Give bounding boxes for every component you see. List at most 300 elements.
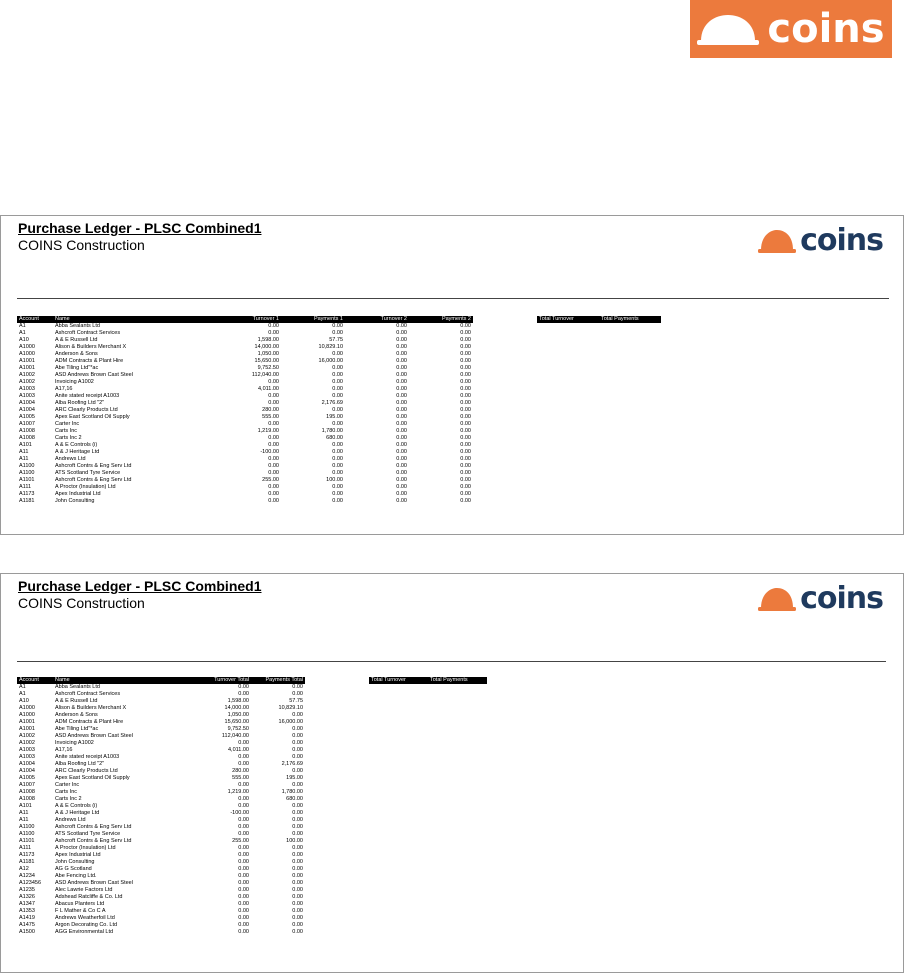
table-row (17, 442, 661, 449)
table-cell: 0.00 (332, 498, 343, 504)
table-cell-empty (473, 414, 537, 421)
col-spacer (305, 677, 369, 684)
table-row (17, 337, 661, 344)
table-cell-empty (428, 782, 487, 789)
table-row (17, 351, 661, 358)
table-cell: Abe Tiling Ltd"*ac (55, 365, 99, 371)
col-header: Total Turnover (369, 677, 428, 684)
table-cell: 0.00 (292, 740, 303, 746)
table-cell-empty (599, 344, 661, 351)
table-cell-empty (305, 838, 369, 845)
table-cell-empty (473, 470, 537, 477)
table-cell-empty (305, 747, 369, 754)
table-cell-empty (599, 372, 661, 379)
table-cell-empty (428, 845, 487, 852)
table-cell: 0.00 (238, 866, 249, 872)
table-cell: 680.00 (326, 435, 343, 441)
table-cell-empty (599, 386, 661, 393)
table-row (17, 915, 487, 922)
table-cell: A101 (19, 803, 32, 809)
table-cell: 195.00 (326, 414, 343, 420)
table-cell: A1002 (19, 740, 35, 746)
table-cell-empty (599, 421, 661, 428)
hard-hat-icon (758, 586, 796, 612)
table-cell: 16,000.00 (278, 719, 303, 725)
table-row (17, 775, 487, 782)
table-row (17, 845, 487, 852)
col-header: Turnover Total (202, 677, 251, 684)
table-cell-empty (428, 768, 487, 775)
table-cell: 112,040.00 (251, 372, 279, 378)
table-cell-empty (305, 859, 369, 866)
table-cell: 0.00 (292, 747, 303, 753)
table-cell: Alison & Builders Merchant X (55, 344, 127, 350)
table-cell-empty (428, 754, 487, 761)
report-table (17, 316, 661, 505)
table-cell: 0.00 (238, 824, 249, 830)
table-cell: 0.00 (292, 929, 303, 935)
table-row (17, 449, 661, 456)
col-header: Total Payments (428, 677, 487, 684)
table-cell-empty (369, 873, 428, 880)
table-cell: A1173 (19, 852, 35, 858)
table-cell: 555.00 (232, 775, 249, 781)
table-cell-empty (428, 698, 487, 705)
table-cell-empty (473, 484, 537, 491)
table-cell: A1 (19, 691, 26, 697)
table-cell: 0.00 (292, 887, 303, 893)
table-cell-empty (473, 442, 537, 449)
table-cell: 0.00 (460, 498, 471, 504)
table-cell: Apex East Scotland Oil Supply (55, 775, 130, 781)
table-cell-empty (537, 365, 599, 372)
table-row (17, 379, 661, 386)
table-cell-empty (305, 866, 369, 873)
table-cell-empty (369, 908, 428, 915)
table-cell: 0.00 (292, 880, 303, 886)
table-cell: 0.00 (396, 344, 407, 350)
table-cell: A17,16 (55, 386, 73, 392)
table-cell-empty (369, 922, 428, 929)
table-cell: A & E Russell Ltd (55, 337, 98, 343)
table-cell-empty (473, 421, 537, 428)
table-cell-empty (599, 407, 661, 414)
table-cell-empty (599, 330, 661, 337)
table-cell: A101 (19, 442, 32, 448)
table-cell: 0.00 (460, 330, 471, 336)
table-cell: 255.00 (262, 477, 279, 483)
table-cell: 0.00 (238, 754, 249, 760)
table-cell: Anite stated receipt A1003 (55, 393, 120, 399)
table-cell: Ashcroft Contrs & Eng Serv Ltd (55, 463, 132, 469)
table-cell-empty (537, 421, 599, 428)
table-cell: A1000 (19, 351, 35, 357)
table-cell-empty (369, 782, 428, 789)
table-cell: A111 (19, 845, 32, 851)
table-row (17, 747, 487, 754)
table-cell: Apex Industrial Ltd (55, 852, 101, 858)
table-cell: 0.00 (396, 456, 407, 462)
hard-hat-icon (697, 11, 759, 47)
table-cell: 0.00 (460, 421, 471, 427)
table-cell: 0.00 (268, 330, 279, 336)
table-cell-empty (428, 747, 487, 754)
table-cell: 0.00 (460, 393, 471, 399)
table-cell: A1000 (19, 344, 35, 350)
table-cell: 680.00 (286, 796, 303, 802)
table-cell: 0.00 (460, 456, 471, 462)
table-cell: 195.00 (286, 775, 303, 781)
table-cell: 0.00 (396, 393, 407, 399)
table-cell-empty (305, 845, 369, 852)
table-row (17, 463, 661, 470)
table-row (17, 908, 487, 915)
table-cell: 2,176.69 (281, 761, 303, 767)
table-row (17, 894, 487, 901)
table-cell-empty (305, 740, 369, 747)
table-cell-empty (369, 740, 428, 747)
table-cell: 2,176.69 (321, 400, 343, 406)
table-cell: 0.00 (238, 782, 249, 788)
coins-logo-text: coins (800, 223, 883, 258)
table-cell-empty (537, 344, 599, 351)
table-cell: Adshead Ratcliffe & Co. Ltd (55, 894, 123, 900)
table-cell-empty (369, 733, 428, 740)
table-row (17, 691, 487, 698)
table-cell-empty (473, 372, 537, 379)
table-cell: 0.00 (396, 407, 407, 413)
table-cell: A11 (19, 456, 29, 462)
table-cell-empty (428, 901, 487, 908)
table-cell: A1008 (19, 435, 35, 441)
table-cell-empty (599, 428, 661, 435)
table-cell-empty (473, 407, 537, 414)
table-cell: A1004 (19, 400, 35, 406)
table-cell: 0.00 (238, 761, 249, 767)
table-cell: A1234 (19, 873, 35, 879)
table-cell-empty (473, 379, 537, 386)
table-cell: ASD Andrews Brown Cast Steel (55, 733, 133, 739)
table-cell: 0.00 (238, 796, 249, 802)
table-cell: 0.00 (460, 379, 471, 385)
table-cell: 0.00 (292, 754, 303, 760)
table-cell: A Proctor (Insulation) Ltd (55, 845, 116, 851)
table-cell: -100.00 (260, 449, 279, 455)
table-cell-empty (428, 705, 487, 712)
table-cell: 0.00 (332, 449, 343, 455)
table-cell-empty (428, 803, 487, 810)
table-cell: 0.00 (396, 491, 407, 497)
col-header: Name (53, 677, 202, 684)
table-cell-empty (599, 435, 661, 442)
table-cell: 0.00 (396, 414, 407, 420)
table-cell-empty (599, 358, 661, 365)
table-cell: 0.00 (238, 880, 249, 886)
report-title: Purchase Ledger - PLSC Combined1 (18, 578, 262, 594)
table-cell: A1181 (19, 859, 35, 865)
table-cell: 0.00 (332, 330, 343, 336)
table-cell: Carts Inc (55, 789, 78, 795)
table-cell: Ashcroft Contract Services (55, 330, 121, 336)
table-row (17, 782, 487, 789)
table-cell: 0.00 (268, 463, 279, 469)
col-spacer (473, 316, 537, 323)
table-cell: AGG Environmental Ltd (55, 929, 114, 935)
table-cell-empty (305, 824, 369, 831)
table-cell: A10 (19, 698, 29, 704)
table-cell: A1347 (19, 901, 35, 907)
table-cell-empty (369, 789, 428, 796)
table-cell-empty (537, 463, 599, 470)
table-cell: 0.00 (238, 887, 249, 893)
table-cell-empty (369, 768, 428, 775)
table-cell: A Proctor (Insulation) Ltd (55, 484, 116, 490)
table-cell: 0.00 (396, 372, 407, 378)
table-row (17, 414, 661, 421)
table-cell: 14,000.00 (224, 705, 249, 711)
table-cell-empty (537, 351, 599, 358)
table-cell: 0.00 (292, 782, 303, 788)
table-cell-empty (428, 810, 487, 817)
table-cell-empty (369, 691, 428, 698)
table-cell-empty (537, 414, 599, 421)
table-cell: Abe Fencing Ltd. (55, 873, 97, 879)
table-cell: 0.00 (332, 463, 343, 469)
table-cell: Andrews Weatherfoil Ltd (55, 915, 115, 921)
table-cell: 0.00 (292, 684, 303, 690)
table-cell: A1100 (19, 824, 35, 830)
table-header-row (17, 677, 487, 684)
table-cell: A1001 (19, 726, 35, 732)
table-cell-empty (305, 929, 369, 936)
table-cell-empty (305, 684, 369, 691)
table-cell: Ashcroft Contract Services (55, 691, 121, 697)
table-cell-empty (369, 866, 428, 873)
table-cell: 1,598.00 (227, 698, 249, 704)
table-cell: 0.00 (332, 386, 343, 392)
table-cell: 0.00 (292, 691, 303, 697)
table-cell: A1004 (19, 407, 35, 413)
table-cell-empty (305, 754, 369, 761)
table-cell-empty (428, 908, 487, 915)
table-row (17, 470, 661, 477)
table-cell-empty (369, 852, 428, 859)
table-cell: A11 (19, 449, 29, 455)
report-page-2 (0, 573, 904, 973)
table-cell: 0.00 (396, 498, 407, 504)
table-cell: 57.75 (289, 698, 303, 704)
table-cell-empty (537, 491, 599, 498)
table-cell: A1100 (19, 470, 35, 476)
table-cell: A & E Russell Ltd (55, 698, 98, 704)
table-cell: Argon Decorating Co. Ltd (55, 922, 118, 928)
table-cell: 0.00 (460, 491, 471, 497)
table-cell: A11 (19, 810, 29, 816)
table-cell-empty (473, 344, 537, 351)
brand-logo-banner (690, 0, 892, 58)
table-cell-empty (369, 775, 428, 782)
table-cell: 0.00 (332, 421, 343, 427)
table-cell-empty (428, 838, 487, 845)
table-cell: 0.00 (460, 337, 471, 343)
table-row (17, 372, 661, 379)
table-cell: 0.00 (460, 484, 471, 490)
table-cell: 280.00 (232, 768, 249, 774)
table-row (17, 789, 487, 796)
table-cell: 1,050.00 (257, 351, 279, 357)
table-cell-empty (599, 463, 661, 470)
table-row (17, 817, 487, 824)
table-cell: 0.00 (332, 442, 343, 448)
table-cell: 0.00 (268, 393, 279, 399)
table-cell-empty (599, 414, 661, 421)
table-cell-empty (599, 379, 661, 386)
table-cell: 0.00 (396, 449, 407, 455)
table-cell: 112,040.00 (221, 733, 249, 739)
table-row (17, 344, 661, 351)
table-cell-empty (537, 484, 599, 491)
table-cell-empty (428, 726, 487, 733)
table-cell-empty (305, 768, 369, 775)
table-cell: 0.00 (396, 386, 407, 392)
table-cell-empty (473, 358, 537, 365)
table-cell-empty (428, 915, 487, 922)
table-cell: Alba Roofing Ltd "2" (55, 761, 105, 767)
report-subtitle: COINS Construction (18, 237, 145, 253)
col-header: Payments 1 (281, 316, 345, 323)
table-cell: A1002 (19, 379, 35, 385)
table-cell: 57.75 (329, 337, 343, 343)
table-cell-empty (428, 852, 487, 859)
table-cell: A1101 (19, 838, 35, 844)
table-cell-empty (473, 463, 537, 470)
table-cell-empty (305, 691, 369, 698)
table-cell: 0.00 (396, 470, 407, 476)
table-cell-empty (305, 789, 369, 796)
table-cell-empty (305, 796, 369, 803)
table-row (17, 491, 661, 498)
table-cell: 0.00 (238, 915, 249, 921)
table-cell-empty (599, 351, 661, 358)
table-row (17, 740, 487, 747)
table-cell: A1 (19, 323, 26, 329)
table-cell-empty (369, 796, 428, 803)
table-cell: 0.00 (268, 442, 279, 448)
table-cell-empty (369, 817, 428, 824)
table-cell-empty (537, 456, 599, 463)
table-cell-empty (305, 733, 369, 740)
table-cell: Abba Sealants Ltd (55, 684, 100, 690)
table-cell: A1008 (19, 796, 35, 802)
table-cell-empty (369, 719, 428, 726)
table-cell: 0.00 (396, 351, 407, 357)
table-cell-empty (369, 824, 428, 831)
table-cell: A1001 (19, 719, 35, 725)
divider (17, 298, 889, 299)
table-cell-empty (473, 491, 537, 498)
table-row (17, 456, 661, 463)
table-cell: 0.00 (396, 435, 407, 441)
table-cell-empty (369, 929, 428, 936)
table-cell: 0.00 (292, 859, 303, 865)
table-cell-empty (428, 733, 487, 740)
col-header: Turnover 1 (217, 316, 281, 323)
col-header: Total Turnover (537, 316, 599, 323)
table-cell: A1001 (19, 358, 35, 364)
col-header: Payments Total (251, 677, 305, 684)
col-header: Account (17, 316, 53, 323)
table-cell-empty (369, 894, 428, 901)
table-cell-empty (428, 796, 487, 803)
table-cell: 0.00 (238, 852, 249, 858)
table-row (17, 803, 487, 810)
table-cell-empty (428, 866, 487, 873)
col-header: Name (53, 316, 217, 323)
table-cell: 1,598.00 (257, 337, 279, 343)
table-cell-empty (305, 915, 369, 922)
table-cell: 0.00 (238, 817, 249, 823)
table-cell: 100.00 (286, 838, 303, 844)
table-cell: 0.00 (332, 351, 343, 357)
table-cell: 0.00 (460, 372, 471, 378)
table-cell-empty (537, 379, 599, 386)
table-row (17, 831, 487, 838)
table-cell: ARC Clearly Products Ltd (55, 768, 118, 774)
table-cell: A1100 (19, 463, 35, 469)
table-cell: 0.00 (292, 712, 303, 718)
table-cell: 0.00 (332, 491, 343, 497)
table-cell-empty (305, 817, 369, 824)
table-cell: 16,000.00 (318, 358, 343, 364)
table-cell-empty (305, 698, 369, 705)
table-cell-empty (428, 859, 487, 866)
coins-logo-text: coins (800, 581, 883, 616)
table-cell: 14,000.00 (254, 344, 279, 350)
table-cell: 0.00 (460, 414, 471, 420)
report-subtitle: COINS Construction (18, 595, 145, 611)
table-cell-empty (428, 873, 487, 880)
table-cell-empty (537, 330, 599, 337)
table-row (17, 761, 487, 768)
table-cell-empty (305, 880, 369, 887)
table-row (17, 887, 487, 894)
table-cell: Apex East Scotland Oil Supply (55, 414, 130, 420)
table-cell: 0.00 (460, 323, 471, 329)
table-cell: A1 (19, 684, 26, 690)
table-cell-empty (537, 449, 599, 456)
table-cell: Abe Tiling Ltd"*ac (55, 726, 99, 732)
table-cell: 0.00 (238, 859, 249, 865)
table-cell-empty (473, 365, 537, 372)
report-table (17, 677, 487, 936)
table-cell-empty (369, 838, 428, 845)
table-cell-empty (369, 845, 428, 852)
table-cell: 255.00 (232, 838, 249, 844)
table-row (17, 922, 487, 929)
table-row (17, 698, 487, 705)
table-cell: A & E Controls (i) (55, 803, 98, 809)
table-cell: 0.00 (460, 477, 471, 483)
table-cell: 0.00 (396, 484, 407, 490)
table-cell: 0.00 (238, 929, 249, 935)
table-row (17, 365, 661, 372)
table-cell: 10,829.10 (318, 344, 343, 350)
table-cell: A1008 (19, 428, 35, 434)
table-cell: 4,011.00 (227, 747, 249, 753)
table-cell: 0.00 (238, 684, 249, 690)
table-cell: 0.00 (396, 477, 407, 483)
table-cell-empty (305, 831, 369, 838)
